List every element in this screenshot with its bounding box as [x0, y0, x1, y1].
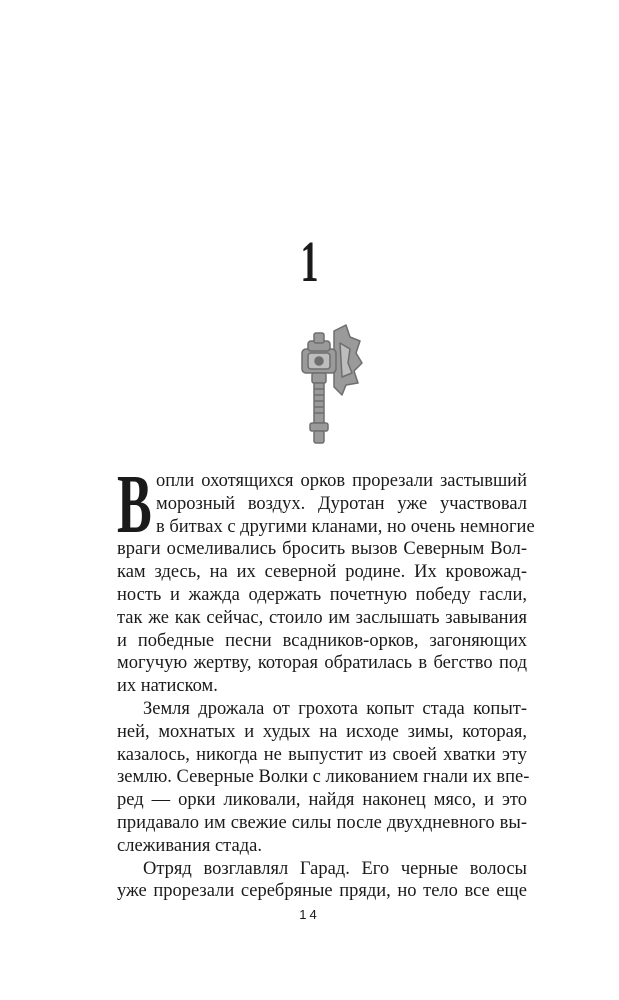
text-line: кам здесь, на их северной родине. Их кровожад- — [117, 562, 527, 583]
text-line: уже прорезали серебряные пряди, но тело все еще — [117, 881, 527, 902]
drop-cap: В — [117, 458, 152, 551]
chapter-number: 1 — [300, 229, 319, 294]
text-line: ред — орки ликовали, найдя наконец мясо, и это — [117, 790, 527, 811]
text-line: морозный воздух. Дуротан уже участвовал — [156, 493, 527, 514]
text-line: Отряд возглавлял Гарад. Его черные волосы — [143, 858, 527, 879]
page-number: 14 — [299, 907, 320, 922]
text-line: ность и жажда одержать почетную победу гасли, — [117, 584, 527, 605]
text-line: землю. Северные Волки с ликованием гнали их впе- — [117, 767, 530, 788]
text-line: враги осмеливались бросить вызов Северным Вол- — [117, 539, 527, 560]
text-line: в битвах с другими кланами, но очень немногие — [156, 516, 535, 537]
paragraph-1-rest — [117, 538, 530, 903]
text-line: Земля дрожала от грохота копыт стада копыт- — [143, 698, 527, 719]
text-line: их натиском. — [117, 676, 218, 697]
paragraph-1-top — [156, 470, 535, 538]
text-line: так же как сейчас, стоило им заслышать завывания — [117, 607, 527, 628]
war-axe-icon — [294, 323, 364, 453]
text-line: слеживания стада. — [117, 835, 262, 856]
text-line: могучую жертву, которая обратилась в бегство под — [117, 653, 527, 674]
text-line: и победные песни всадников-орков, загоняющих — [117, 630, 527, 651]
text-line: ней, мохнатых и худых на исходе зимы, которая, — [117, 721, 527, 742]
text-line: казалось, никогда не выпустит из своей хватки эту — [117, 744, 527, 765]
text-line: опли охотящихся орков прорезали застывший — [156, 471, 527, 491]
text-line: придавало им свежие силы после двухдневного вы- — [117, 812, 527, 833]
